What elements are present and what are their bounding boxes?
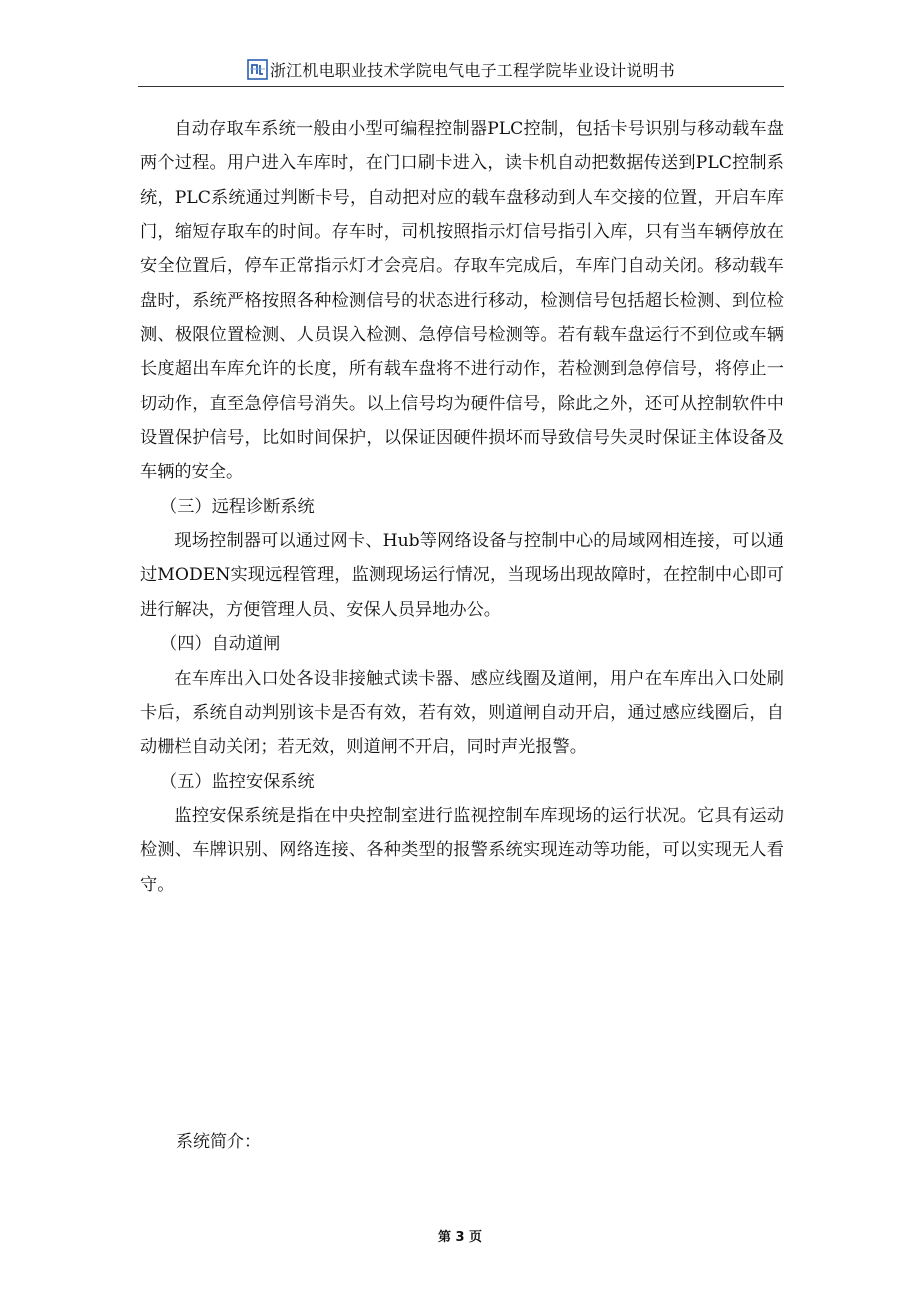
paragraph: 在车库出入口处各设非接触式读卡器、感应线圈及道闸，用户在车库出入口处刷卡后，系统自动判别该卡是否有效，若有效，则道闸自动开启，通过感应线圈后，自动栅栏自动关闭；若无效，则道闸不开启，同时声光报警。 xyxy=(140,668,784,758)
page-header xyxy=(138,58,784,87)
page-number: 第 3 页 xyxy=(437,1230,483,1245)
paragraph: 自动存取车系统一般由小型可编程控制器PLC控制，包括卡号识别与移动载车盘两个过程。用户进入车库时，在门口刷卡进入，读卡机自动把数据传送到PLC控制系统，PLC系统通过判断卡号，自动把对应的载车盘移动到人车交接的位置，开启车库门，缩短存取车的时间。存车时，司机按照指示灯信号指引入库，只有当车辆停放在安全位置后，停车正常指示灯才会亮启。存取车完成后，车库门自动关闭。移动载车盘时，系统严格按照各种检测信号的状态进行移动，检测信号包括超长检测、到位检测、极限位置检测、人员误入检测、急停信号检测等。若有载车盘运行不到位或车辆长度超出车库允许的长度，所有载车盘将不进行动作，若检测到急停信号，将停止一切动作，直至急停信号消失。以上信号均为硬件信号，除此之外，还可从控制软件中设置保护信号，比如时间保护，以保证因硬件损坏而导致信号失灵时保证主体设备及车辆的安全。 xyxy=(140,119,784,483)
section-heading: （五）监控安保系统 xyxy=(160,771,315,792)
body-text xyxy=(140,112,784,902)
paragraph: 现场控制器可以通过网卡、Hub等网络设备与控制中心的局域网相连接，可以通过MODEN实现远程管理，监测现场运行情况，当现场出现故障时，在控制中心即可进行解决，方便管理人员、安保人员异地办公。 xyxy=(140,531,784,620)
header-title: 浙江机电职业技术学院电气电子工程学院毕业设计说明书 xyxy=(269,61,675,80)
intro-label: 系统简介： xyxy=(176,1132,261,1152)
section-heading: （四）自动道闸 xyxy=(160,634,281,655)
paragraph: 监控安保系统是指在中央控制室进行监视控制车库现场的运行状况。它具有运动检测、车牌识别、网络连接、各种类型的报警系统实现连动等功能，可以实现无人看守。 xyxy=(140,805,784,895)
college-logo-icon xyxy=(247,59,268,80)
section-heading: （三）远程诊断系统 xyxy=(160,496,315,517)
